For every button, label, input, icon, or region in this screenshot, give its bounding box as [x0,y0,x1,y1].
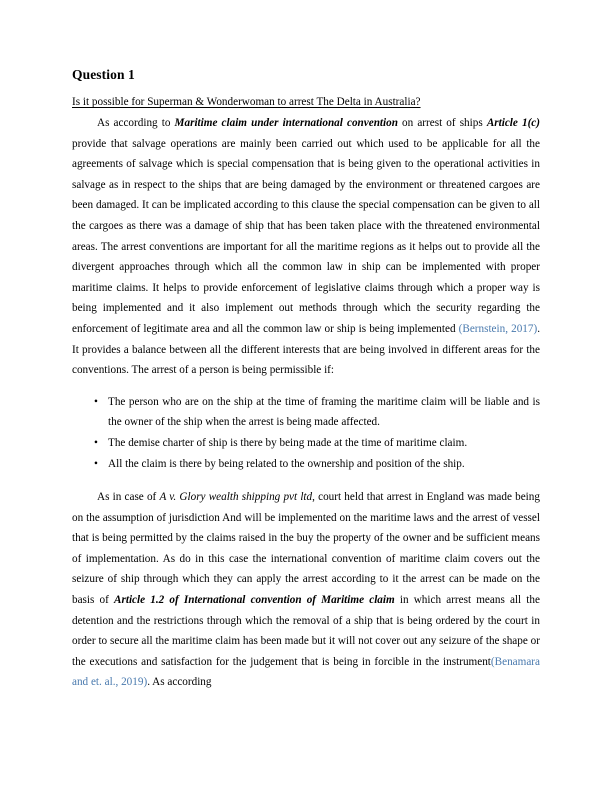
paragraph-one-segment-2: on arrest of ships [397,117,487,129]
list-item-text: The demise charter of ship is there by being made at the time of maritime claim. [108,436,468,449]
paragraph-two-segment-3: in which arrest means all the detention and the restrictions through which the removal of a ship that is being ordered by the court in order to secure all the maritime claim has been made but it will not cover out any seizure of the shape or the executions and satisfaction for the judgement that is being in forcible in the instrument [72,594,540,668]
list-item [72,454,540,475]
list-item [72,392,540,433]
list-item [72,433,540,454]
list-item-text: All the claim is there by being related to the ownership and position of the ship. [108,457,465,470]
document-content [72,66,540,693]
paragraph-one [72,113,540,381]
case-name-citation: A v. Glory wealth shipping pvt ltd [159,491,313,504]
bullet-icon: • [94,436,98,449]
paragraph-two-segment-2: , court held that arrest in England was made being on the assumption of jurisdiction And will be implemented on the maritime laws and the arrest of vessel that is being permitted by the claims raised in the buy the property of the owner and be sufficient means of implementation. As do in this case the international convention of maritime claim covers out the seizure of ship through which they can apply the arrest according to it the arrest can be made on the basis of [72,491,540,607]
permissible-arrest-list [72,392,540,474]
paragraph-two [72,487,540,693]
bullet-icon: • [94,457,98,470]
paragraph-two-segment-1: As in case of [97,491,160,504]
list-item-text: The person who are on the ship at the time of framing the maritime claim will be liable and is the owner of the ship when the arrest is being made affected. [108,395,540,429]
paragraph-one-segment-4: . It provides a balance between all the different interests that are being involved in different areas for the conventions. The arrest of a person is being permissible if: [72,322,540,377]
citation-bernstein: (Bernstein, 2017) [458,322,538,335]
paragraph-two-segment-4: . As according [147,676,212,689]
citation-benamara: (Benamara and et. al., 2019) [72,655,540,689]
paragraph-two-bold-term-1: Article 1.2 of International convention of Maritime claim [114,594,395,607]
paragraph-one-bold-term-2: Article 1(c) [486,117,540,129]
paragraph-one-segment-1: As according to [97,117,175,129]
bullet-icon: • [94,395,98,408]
question-subheading: Is it possible for Superman & Wonderwoman to arrest The Delta in Australia? [72,96,421,108]
paragraph-one-segment-3: provide that salvage operations are mainly been carried out which used to be applicable for all the agreements of salvage which is special compensation that is being given to the operational activities in salvage as in respect to the ships that are being damaged by the environment or threatened cargoes are been damaged. It can be implicated according to this clause the special compensation can be given to all the cargoes as there was a damage of ship that has been taken place with the threatened environmental areas. The arrest conventions are important for all the maritime regions as it helps out to provide all the divergent approaches through which all the common law in ship can be implemented with proper maritime claims. It helps to provide enforcement of legislative claims through which a proper way is being implemented and it also implement out methods through which the security regarding the enforcement of legitimate area and all the common law or ship is being implemented [72,137,540,335]
paragraph-one-bold-term-1: Maritime claim under international convention [174,117,398,129]
page-title: Question 1 [72,67,135,82]
